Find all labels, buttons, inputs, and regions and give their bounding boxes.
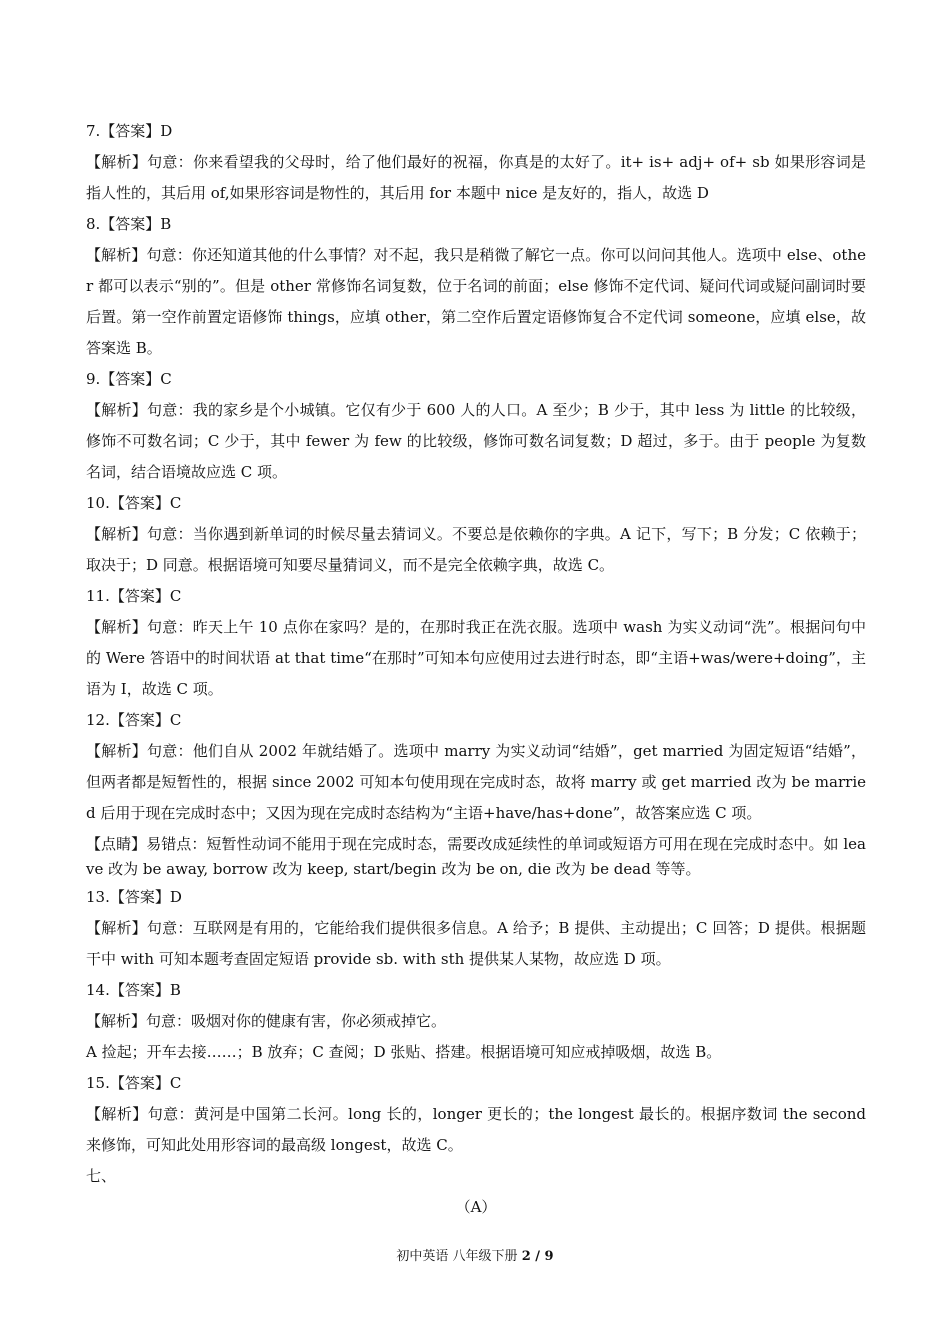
answer-7: 7.【答案】D <box>86 122 173 140</box>
explanation-14: 【解析】句意：吸烟对你的健康有害，你必须戒掉它。 <box>86 1012 447 1030</box>
explanation-8: 【解析】句意：你还知道其他的什么事情？对不起，我只是稍微了解它一点。你可以问问其他人。选项中 else、other 都可以表示“别的”。但是 other 常修饰名词复数，位于名词的前面；else 修饰不定代词、疑问代词或疑问副词时要后置。第一空作前置定语修饰 things，应填 other，第二空作后置定语修饰复合不定代词 someone，应填 else，故答案选 B。 <box>86 246 866 357</box>
explanation-7: 【解析】句意：你来看望我的父母时，给了他们最好的祝福，你真是的太好了。it+ is+ adj+ of+ sb 如果形容词是指人性的，其后用 of,如果形容词是物性的，其后用 for 本题中 nice 是友好的，指人，故选 D <box>86 153 866 202</box>
answer-9: 9.【答案】C <box>86 370 172 388</box>
section-heading: 七、 <box>86 1167 117 1185</box>
answer-11: 11.【答案】C <box>86 587 182 605</box>
answer-8: 8.【答案】B <box>86 215 172 233</box>
answer-10: 10.【答案】C <box>86 494 182 512</box>
explanation-12: 【解析】句意：他们自从 2002 年就结婚了。选项中 marry 为实义动词“结婚”，get married 为固定短语“结婚”，但两者都是短暂性的，根据 since 2002 可知本句使用现在完成时态，故将 marry 或 get married 改为 be married 后用于现在完成时态中；又因为现在完成时态结构为“主语+have/has+done”，故答案应选 C 项。 <box>86 742 866 822</box>
answer-13: 13.【答案】D <box>86 888 182 906</box>
answer-12: 12.【答案】C <box>86 711 182 729</box>
explanation-15: 【解析】句意：黄河是中国第二长河。long 长的，longer 更长的；the longest 最长的。根据序数词 the second 来修饰，可知此处用形容词的最高级 longest，故选 C。 <box>86 1105 866 1154</box>
section-subtitle: （A） <box>455 1198 497 1216</box>
explanation-10: 【解析】句意：当你遇到新单词的时候尽量去猜词义。不要总是依赖你的字典。A 记下，写下；B 分发；C 依赖于；取决于；D 同意。根据语境可知要尽量猜词义，而不是完全依赖字典，故选 C。 <box>86 525 866 574</box>
note-12: 【点睛】易错点：短暂性动词不能用于现在完成时态，需要改成延续性的单词或短语方可用在现在完成时态中。如 leave 改为 be away, borrow 改为 keep, start/begin 改为 be on, die 改为 be dead 等等。 <box>86 835 866 878</box>
page-number: 2 / 9 <box>521 1249 554 1264</box>
page-footer <box>0 1245 950 1264</box>
footer-text: 初中英语 八年级下册 <box>396 1249 522 1264</box>
answer-14: 14.【答案】B <box>86 981 181 999</box>
document-body <box>86 116 866 1223</box>
explanation-13: 【解析】句意：互联网是有用的，它能给我们提供很多信息。A 给予；B 提供、主动提出；C 回答；D 提供。根据题干中 with 可知本题考查固定短语 provide sb. with sth 提供某人某物，故应选 D 项。 <box>86 919 866 968</box>
explanation-9: 【解析】句意：我的家乡是个小城镇。它仅有少于 600 人的人口。A 至少；B 少于，其中 less 为 little 的比较级，修饰不可数名词；C 少于，其中 fewer 为 few 的比较级，修饰可数名词复数；D 超过，多于。由于 people 为复数名词，结合语境故应选 C 项。 <box>86 401 866 481</box>
explanation-14-options: A 捡起；开车去接……；B 放弃；C 查阅；D 张贴、搭建。根据语境可知应戒掉吸烟，故选 B。 <box>86 1043 722 1061</box>
explanation-11: 【解析】句意：昨天上午 10 点你在家吗？是的，在那时我正在洗衣服。选项中 wash 为实义动词“洗”。根据问句中的 Were 答语中的时间状语 at that time“在那时”可知本句应使用过去进行时态，即“主语+was/were+doing”，主语为 I，故选 C 项。 <box>86 618 866 698</box>
answer-15: 15.【答案】C <box>86 1074 182 1092</box>
